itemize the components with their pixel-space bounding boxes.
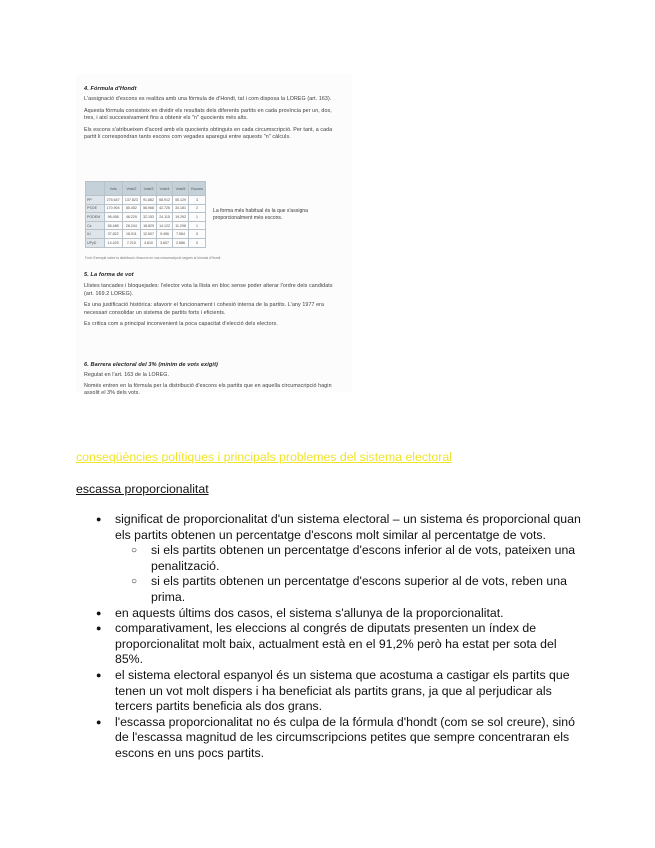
table-cell: 18.911 <box>122 230 140 239</box>
table-row <box>86 204 206 213</box>
list-item-text: significat de proporcionalitat d'un sistema electoral – un sistema és proporcional quan els partits obtenen un percentatge d'escons molt similar al percentatge de vots. <box>115 512 581 542</box>
list-item <box>96 715 586 762</box>
table-header-cell: Vots/3 <box>141 182 157 196</box>
list-item <box>96 668 586 715</box>
table-cell: PSOE <box>86 204 105 213</box>
list-item-text: el sistema electoral espanyol és un sistema que acostuma a castigar els partits que tenen un vot molt dispers i ha beneficiat als partits grans, ja que al perjudicar als tercers partits beneficia als dos grans. <box>115 667 570 714</box>
table-cell: 32.153 <box>141 213 157 222</box>
scan-heading-forma-de-vot: 5. La forma de vot <box>84 272 134 278</box>
scan-paragraph: Només entren en la fórmula per la distribució d'escons els partits que en aquella circumscripció hagin assolit el 3% dels vots. <box>84 382 332 397</box>
scan-paragraph: Els escons s'atribueixen d'acord amb els quocients obtinguts en cada circumscripció. Per tant, a cada partit li correspondran tants escons com vegades aparegui entre aquests "n" càlculs. <box>84 126 333 141</box>
table-header-cell: Vots/2 <box>122 182 140 196</box>
table-header-cell: Vots/5 <box>173 182 189 196</box>
scan-section-5 <box>84 272 344 328</box>
table-cell: 0 <box>189 230 206 239</box>
list-item <box>96 606 586 622</box>
table-cell: 275.647 <box>104 196 122 205</box>
sub-list-item <box>115 543 586 574</box>
scan-section-6 <box>84 362 344 398</box>
table-cell: 19.292 <box>173 213 189 222</box>
table-cell: 12.607 <box>141 230 157 239</box>
table-cell: 9.456 <box>157 230 173 239</box>
table-cell: 7.215 <box>122 238 140 247</box>
list-item <box>96 512 586 606</box>
table-cell: 14.429 <box>104 238 122 247</box>
table-cell: 48.229 <box>122 213 140 222</box>
table-cell: Cs <box>86 221 105 230</box>
scan-side-note: La forma més habitual és la que s'assigna proporcionalment més escons. <box>213 208 308 222</box>
sub-list-item-text: si els partits obtenen un percentatge d'escons superior al de vots, reben una prima. <box>151 574 567 604</box>
scan-paragraph: Llistes tancades i bloquejades: l'elector vota la llista en bloc sense poder alterar l'ordre dels candidats (art. 169.2 LOREG). <box>84 283 333 297</box>
table-header-cell: Escons <box>189 182 206 196</box>
sub-list-item <box>115 574 586 605</box>
table-cell: 1 <box>189 221 206 230</box>
table-cell: 34.181 <box>173 204 189 213</box>
scan-section-4 <box>84 86 344 141</box>
list-item <box>96 621 586 668</box>
table-cell: 91.882 <box>141 196 157 205</box>
sub-list-item-text: si els partits obtenen un percentatge d'escons inferior al de vots, pateixen una penalització. <box>151 543 576 573</box>
list-item-text: l'escassa proporcionalitat no és culpa de la fórmula d'hondt (com se sol creure), sinó de l'escassa magnitud de les circumscripcions petites que sempre concentraran els escons en uns pocs partits. <box>115 714 575 760</box>
table-cell: 24.115 <box>157 213 173 222</box>
table-header-cell: Vots/4 <box>157 182 173 196</box>
scan-heading-barrera-electoral: 6. Barrera electoral del 3% (mínim de vots exigit) <box>84 362 219 368</box>
scan-paragraph: Es critica com a principal inconvenient la poca capacitat d'elecció dels electors. <box>84 321 278 328</box>
table-cell: 18.829 <box>141 221 157 230</box>
table-cell: 55.129 <box>173 196 189 205</box>
table-cell: 137.823 <box>122 196 140 205</box>
table-cell: 42.726 <box>157 204 173 213</box>
table-cell: 3 <box>189 196 206 205</box>
table-cell: PODEM <box>86 213 105 222</box>
sub-bullet-list <box>115 543 586 605</box>
table-cell: 96.458 <box>104 213 122 222</box>
table-row <box>86 238 206 247</box>
table-header-row <box>86 182 206 196</box>
table-row <box>86 196 206 205</box>
table-cell: 7.564 <box>173 230 189 239</box>
table-cell: 3.607 <box>157 238 173 247</box>
list-item-text: en aquests últims dos casos, el sistema s'allunya de la proporcionalitat. <box>115 605 504 620</box>
table-row <box>86 221 206 230</box>
table-cell: 56.968 <box>141 204 157 213</box>
bullet-list <box>96 512 586 762</box>
table-cell: 2.886 <box>173 238 189 247</box>
table-row <box>86 230 206 239</box>
scan-dhondt-table <box>85 181 206 248</box>
table-header-cell <box>86 182 105 196</box>
table-cell: IU <box>86 230 105 239</box>
table-cell: 37.822 <box>104 230 122 239</box>
table-cell: 56.488 <box>104 221 122 230</box>
table-cell: 4.810 <box>141 238 157 247</box>
subsection-title: escassa proporcionalitat <box>76 482 209 496</box>
table-cell: UPyD <box>86 238 105 247</box>
list-item-text: comparativament, les eleccions al congrés de diputats presenten un índex de proporcionalitat molt baix, actualment està en el 91,2% però ha estat per sota del 85%. <box>115 621 557 667</box>
table-header-cell: Vots <box>104 182 122 196</box>
table-cell: 68.912 <box>157 196 173 205</box>
table-cell: 85.452 <box>122 204 140 213</box>
table-cell: 170.904 <box>104 204 122 213</box>
scan-paragraph: Aquesta fórmula consisteix en dividir els resultats dels diferents partits en cada província per un, dos, tres, i així successivament fins a obtenir els "n" quocients més alts. <box>84 107 332 122</box>
table-cell: 28.244 <box>122 221 140 230</box>
scan-table-caption: Font: Exemple sobre la distribució d'escons en una circumscripció segons la fórmula d'Hondt <box>85 256 221 260</box>
scan-paragraph: L'assignació d'escons es realitza amb una fórmula de d'Hondt, tal i com disposa la LOREG (art. 163). <box>84 96 332 103</box>
table-row <box>86 213 206 222</box>
table-cell: 14.122 <box>157 221 173 230</box>
scan-paragraph: Es una justificació històrica: afavorir el funcionament i cohesió interna de la partits. L'any 1977 era necessari consolidar un sistema de partits forts i eficients. <box>84 302 325 316</box>
table-cell: 2 <box>189 204 206 213</box>
table-cell: 1 <box>189 213 206 222</box>
scan-heading-formula-dhondt: 4. Fórmula d'Hondt <box>84 86 137 92</box>
table-cell: 11.298 <box>173 221 189 230</box>
table-cell: 0 <box>189 238 206 247</box>
table-cell: PP <box>86 196 105 205</box>
scan-paragraph: Regulat en l'art. 163 de la LOREG. <box>84 372 170 379</box>
section-title: conseqüències polítiques i principals problemes del sistema electoral <box>76 450 452 464</box>
